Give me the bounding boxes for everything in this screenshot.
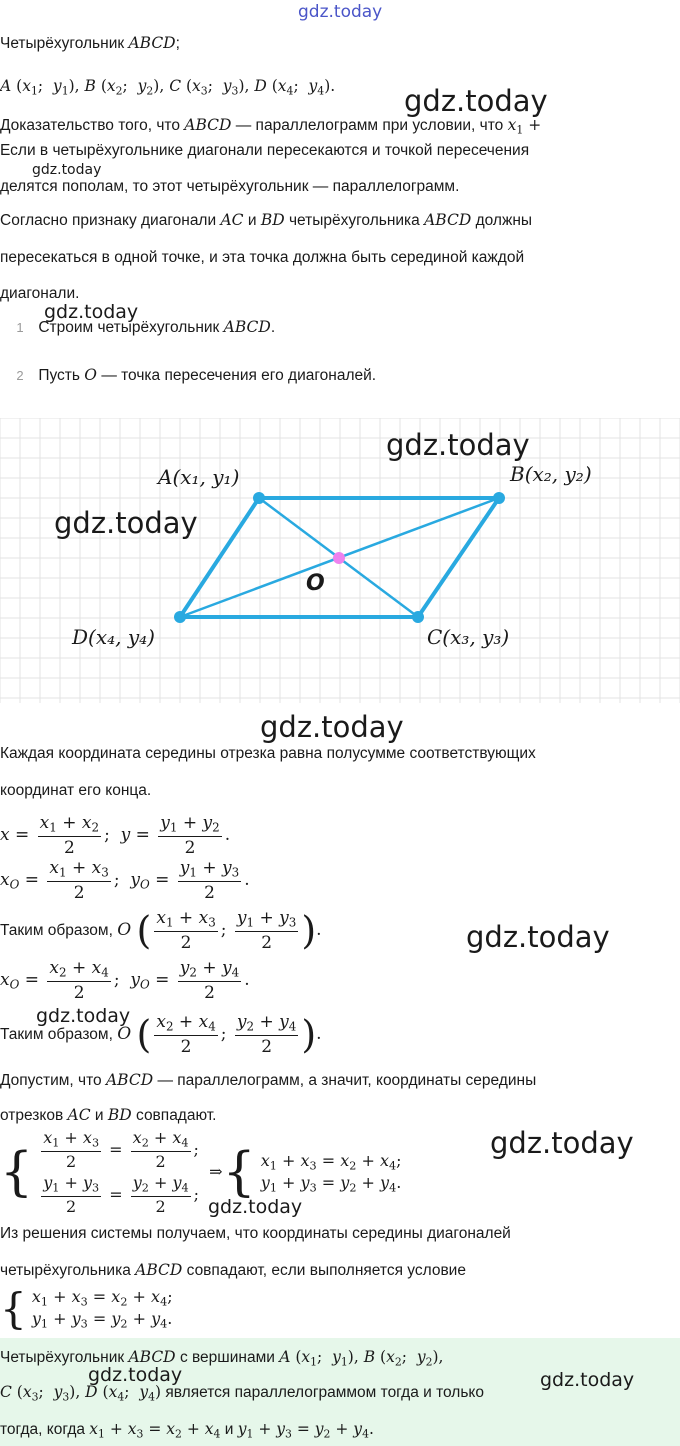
midpoint-rule-2: координат его конца. — [0, 782, 152, 799]
criterion-line-2: делятся пополам, то этот четырёхугольник — параллелограмм. — [0, 178, 460, 195]
watermark: gdz.today — [54, 506, 198, 540]
intro-line: Четырёхугольник ABCD; — [0, 34, 180, 52]
intro-text: Четырёхугольник — [0, 35, 125, 52]
proof-goal-line: Доказательство того, что ABCD — параллелограмм при условии, что $x_1$ + — [0, 116, 542, 137]
step-2: 2 Пусть O — точка пересечения его диагоналей. — [16, 366, 377, 384]
watermark: gdz.today — [44, 301, 139, 323]
assume-line-2: отрезков AC и BD совпадают. — [0, 1106, 217, 1124]
criterion-line-3: Согласно признаку диагонали AC и BD четырёхугольника ABCD должны — [0, 211, 533, 229]
condition-system: { $x_1 + x_3 = x_2 + x_4$; $y_1 + y_3 = y_2 + y_4$. — [0, 1284, 173, 1333]
watermark: gdz.today — [32, 162, 102, 178]
assume-line-1: Допустим, что ABCD — параллелограмм, а значит, координаты середины — [0, 1071, 537, 1089]
watermark: gdz.today — [88, 1364, 183, 1386]
criterion-line-1: Если в четырёхугольнике диагонали пересекаются и точкой пересечения — [0, 142, 530, 159]
watermark: gdz.today — [208, 1196, 303, 1218]
formula-o-bd: $x_O$ = $\frac{x_2 + x_4}{2}$ ; $y_O$ = $\frac{y_2 + y_4}{2}$ . — [0, 958, 250, 1004]
vertex-d-point — [174, 611, 186, 623]
watermark: gdz.today — [260, 710, 404, 744]
watermark: gdz.today — [36, 1005, 131, 1027]
math-coordinates: A ($x_1$; $y_1$), B ($x_2$; $y_2$), C ($x_3$; $y_3$), D ($x_4$; $y_4$). — [0, 77, 336, 98]
watermark: gdz.today — [466, 920, 610, 954]
label-o: O — [306, 571, 325, 596]
label-c: C(x₃, y₃) — [427, 625, 510, 649]
formula-midpoint: x = $\frac{x_1 + x_2}{2}$ ; y = $\frac{y_1 + y_2}{2}$ . — [0, 813, 231, 859]
watermark: gdz.today — [386, 428, 530, 462]
criterion-line-5: диагонали. — [0, 285, 80, 302]
criterion-line-4: пересекаться в одной точке, и эта точка должна быть серединой каждой — [0, 249, 525, 266]
solution-line-1: Из решения системы получаем, что координаты середины диагоналей — [0, 1225, 511, 1242]
coordinates-line — [0, 77, 335, 97]
conclusion-line-1: Четырёхугольник ABCD с вершинами A ($x_1$; $y_1$), B ($x_2$; $y_2$), — [0, 1348, 444, 1369]
label-d: D(x₄, y₄) — [72, 625, 155, 649]
watermark: gdz.today — [540, 1369, 635, 1391]
vertex-a-point — [253, 492, 265, 504]
conclusion-line-3: тогда, когда $x_1 + x_3 = x_2 + x_4$ и $y_1 + y_3 = y_2 + y_4$. — [0, 1420, 374, 1441]
vertex-c-point — [412, 611, 424, 623]
equation-system: { $\frac{x_1 + x_3}{2}$ = $\frac{x_2 + x_4}{2}$ ; $\frac{y_1 + y_3}{2}$ = $\frac{y_2 + y_4}{2}$ ; ⇒{ $x_1 + x_3 = x_2 + x_4$; $y_1 + y_3 = y_2 + y_4$. — [0, 1128, 402, 1216]
thus-line-1: Таким образом, O ( $\frac{x_1 + x_3}{2}$ ; $\frac{y_1 + y_3}{2}$ ). — [0, 908, 322, 954]
midpoint-rule-1: Каждая координата середины отрезка равна полусумме соответствующих — [0, 745, 536, 762]
label-b: B(x₂, y₂) — [510, 462, 592, 486]
vertex-b-point — [493, 492, 505, 504]
watermark: gdz.today — [298, 2, 383, 22]
watermark: gdz.today — [404, 84, 548, 118]
parallelogram-figure — [0, 418, 680, 703]
conclusion-line-2: C ($x_3$; $y_3$), D ($x_4$; $y_4$) является параллелограммом тогда и только — [0, 1383, 484, 1404]
math-abcd: ABCD — [128, 34, 176, 52]
step-1: 1 Строим четырёхугольник ABCD. — [16, 318, 276, 336]
formula-o-ac: $x_O$ = $\frac{x_1 + x_3}{2}$ ; $y_O$ = $\frac{y_1 + y_3}{2}$ . — [0, 858, 250, 904]
label-a: A(x₁, y₁) — [158, 465, 240, 489]
watermark: gdz.today — [490, 1126, 634, 1160]
thus-line-2: Таким образом, O ( $\frac{x_2 + x_4}{2}$ ; $\frac{y_2 + y_4}{2}$ ). — [0, 1012, 322, 1058]
center-o-point — [333, 552, 345, 564]
solution-line-2: четырёхугольника ABCD совпадают, если выполняется условие — [0, 1261, 466, 1279]
